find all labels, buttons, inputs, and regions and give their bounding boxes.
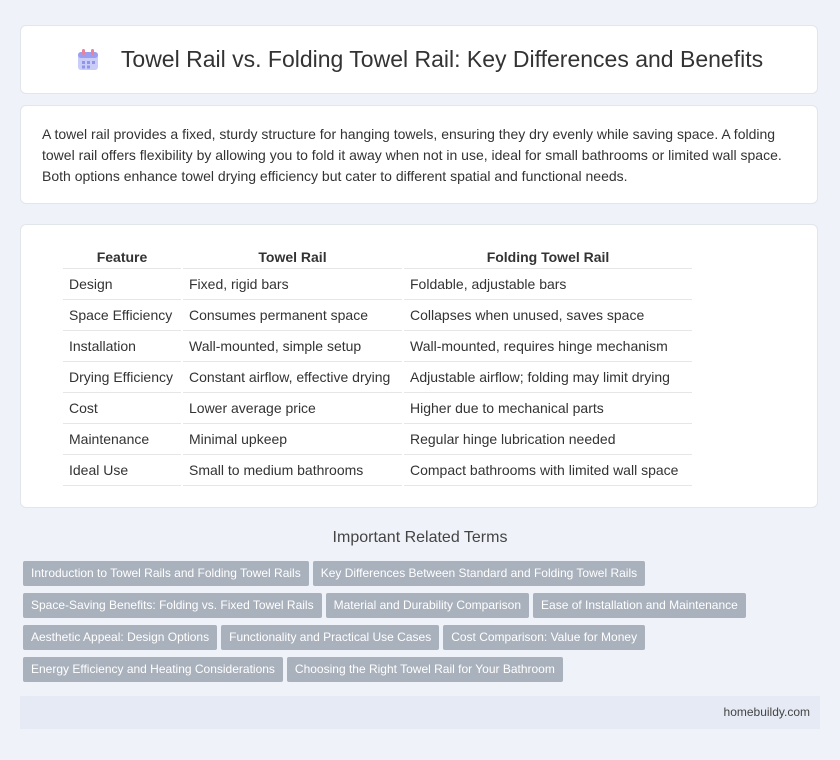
table-cell: Ideal Use [63, 455, 181, 486]
related-terms-list [23, 561, 813, 689]
table-cell: Fixed, rigid bars [183, 269, 402, 300]
related-term-tag[interactable]: Material and Durability Comparison [326, 593, 529, 618]
table-cell: Wall-mounted, simple setup [183, 331, 402, 362]
table-cell: Higher due to mechanical parts [404, 393, 692, 424]
calendar-icon [75, 47, 101, 73]
intro-text: A towel rail provides a fixed, sturdy structure for hanging towels, ensuring they dry evenly while saving space. A folding towel rail offers flexibility by allowing you to fold it away when not in use, ideal for small bathrooms or limited wall space. Both options enhance towel drying efficiency but cater to different spatial and functional needs. [42, 126, 782, 184]
title-card [20, 25, 818, 94]
table-cell: Compact bathrooms with limited wall space [404, 455, 692, 486]
related-term-tag[interactable]: Introduction to Towel Rails and Folding Towel Rails [23, 561, 309, 586]
related-term-tag[interactable]: Space-Saving Benefits: Folding vs. Fixed Towel Rails [23, 593, 322, 618]
table-cell: Minimal upkeep [183, 424, 402, 455]
related-term-tag[interactable]: Cost Comparison: Value for Money [443, 625, 645, 650]
footer [20, 696, 820, 729]
table-cell: Consumes permanent space [183, 300, 402, 331]
related-term-tag[interactable]: Choosing the Right Towel Rail for Your Bathroom [287, 657, 563, 682]
comparison-table [61, 246, 694, 486]
table-cell: Constant airflow, effective drying [183, 362, 402, 393]
table-cell: Cost [63, 393, 181, 424]
page-title: Towel Rail vs. Folding Towel Rail: Key Differences and Benefits [120, 46, 764, 72]
table-cell: Drying Efficiency [63, 362, 181, 393]
related-term-tag[interactable]: Functionality and Practical Use Cases [221, 625, 439, 650]
intro-card [20, 105, 818, 204]
related-term-tag[interactable]: Energy Efficiency and Heating Considerations [23, 657, 283, 682]
table-cell: Collapses when unused, saves space [404, 300, 692, 331]
table-header-row [63, 246, 692, 269]
related-term-tag[interactable]: Ease of Installation and Maintenance [533, 593, 746, 618]
table-cell: Foldable, adjustable bars [404, 269, 692, 300]
table-row [63, 424, 692, 455]
table-row [63, 300, 692, 331]
table-cell: Lower average price [183, 393, 402, 424]
table-cell: Wall-mounted, requires hinge mechanism [404, 331, 692, 362]
table-row [63, 331, 692, 362]
table-cell: Regular hinge lubrication needed [404, 424, 692, 455]
table-cell: Maintenance [63, 424, 181, 455]
table-row [63, 455, 692, 486]
table-row [63, 269, 692, 300]
comparison-card [20, 224, 818, 508]
table-row [63, 393, 692, 424]
related-term-tag[interactable]: Aesthetic Appeal: Design Options [23, 625, 217, 650]
table-cell: Small to medium bathrooms [183, 455, 402, 486]
related-terms-title: Important Related Terms [332, 529, 508, 546]
column-header: Towel Rail [183, 246, 402, 269]
footer-site[interactable]: homebuildy.com [723, 705, 810, 719]
table-cell: Adjustable airflow; folding may limit drying [404, 362, 692, 393]
table-cell: Space Efficiency [63, 300, 181, 331]
related-term-tag[interactable]: Key Differences Between Standard and Folding Towel Rails [313, 561, 645, 586]
table-cell: Installation [63, 331, 181, 362]
column-header: Folding Towel Rail [404, 246, 692, 269]
table-cell: Design [63, 269, 181, 300]
table-row [63, 362, 692, 393]
column-header: Feature [63, 246, 181, 269]
